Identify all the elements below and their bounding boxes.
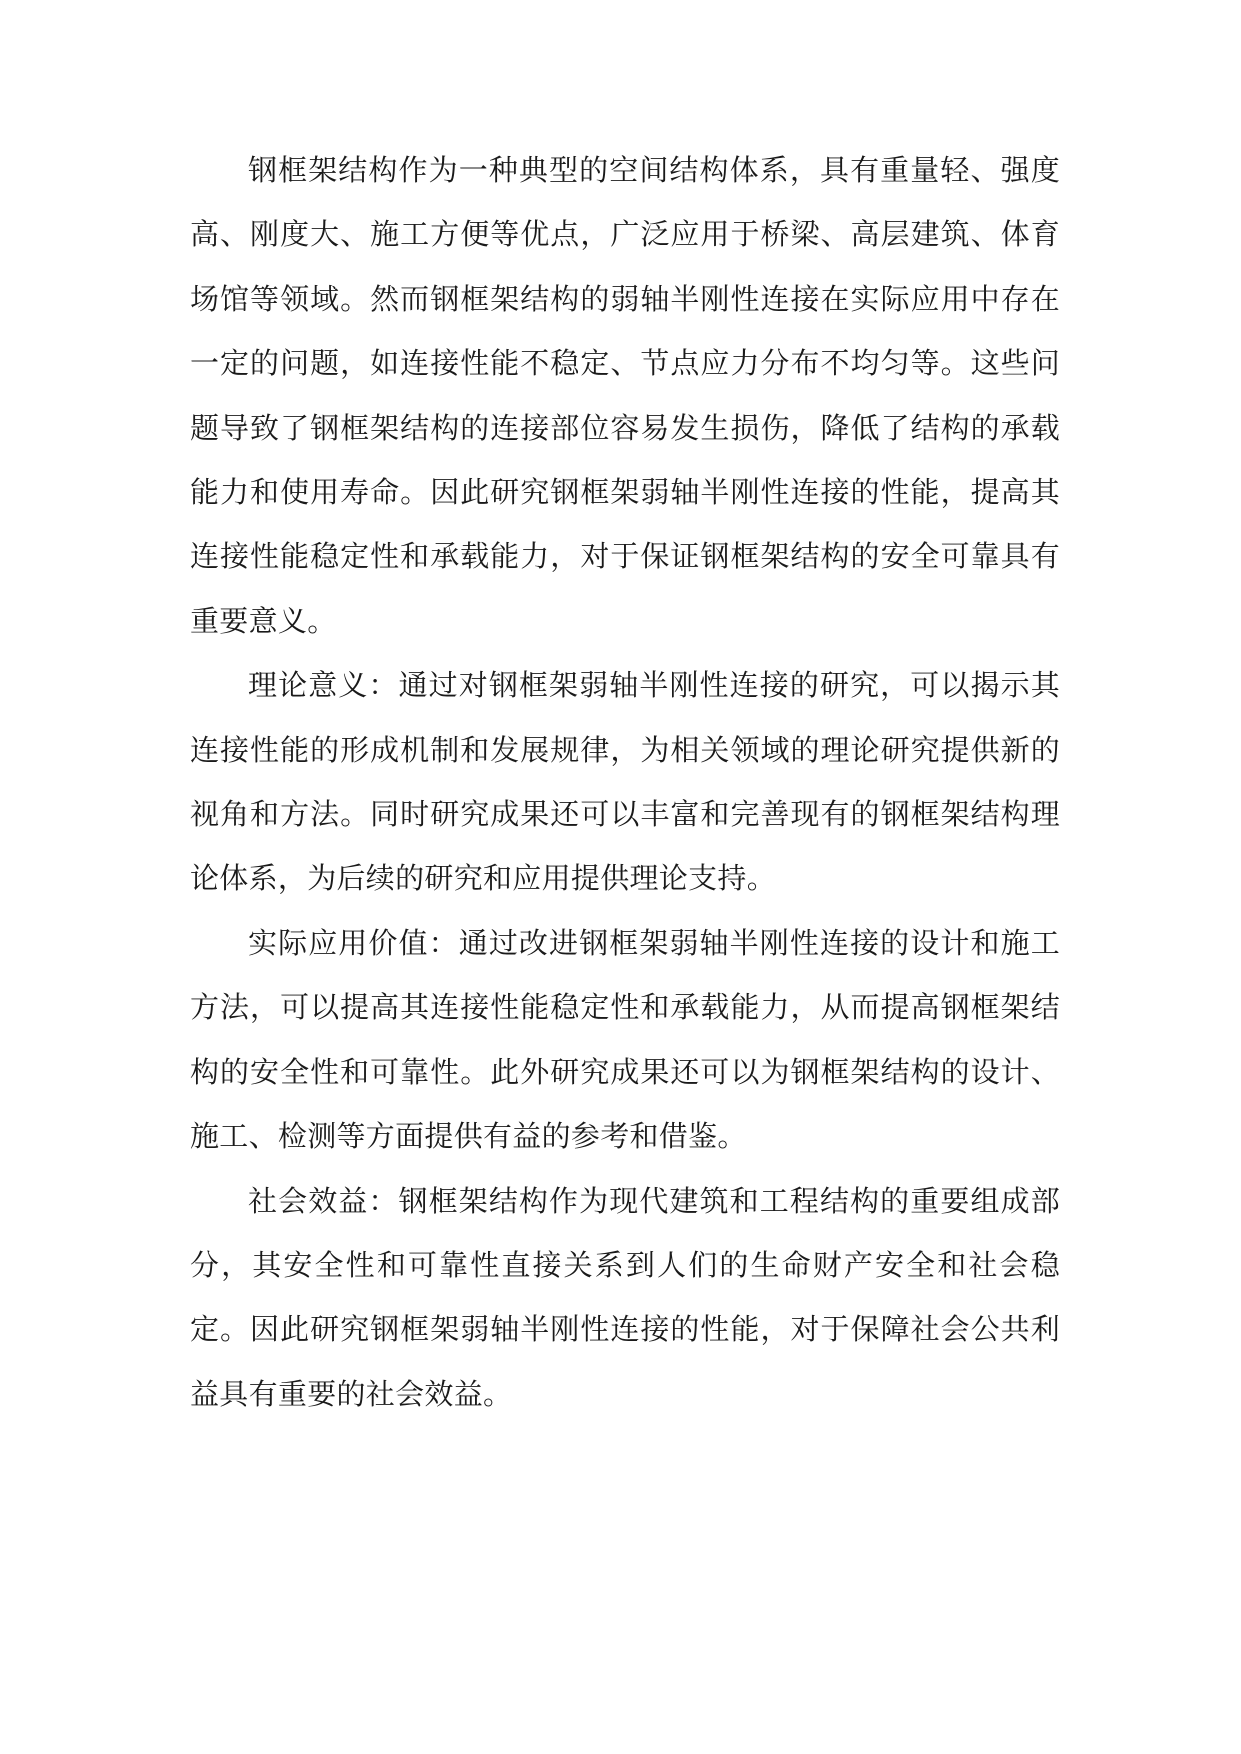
paragraph-social-benefit: 社会效益：钢框架结构作为现代建筑和工程结构的重要组成部分，其安全性和可靠性直接关系到人们的生命财产安全和社会稳定。因此研究钢框架弱轴半刚性连接的性能，对于保障社会公共利益具有重要的社会效益。: [190, 1183, 1060, 1411]
paragraph-theoretical-significance: 理论意义：通过对钢框架弱轴半刚性连接的研究，可以揭示其连接性能的形成机制和发展规律，为相关领域的理论研究提供新的视角和方法。同时研究成果还可以丰富和完善现有的钢框架结构理论体系，为后续的研究和应用提供理论支持。: [190, 668, 1060, 896]
paragraph-practical-value: 实际应用价值：通过改进钢框架弱轴半刚性连接的设计和施工方法，可以提高其连接性能稳定性和承载能力，从而提高钢框架结构的安全性和可靠性。此外研究成果还可以为钢框架结构的设计、施工、检测等方面提供有益的参考和借鉴。: [190, 925, 1060, 1154]
document-page: [190, 138, 1060, 1426]
paragraph-background: 钢框架结构作为一种典型的空间结构体系，具有重量轻、强度高、刚度大、施工方便等优点，广泛应用于桥梁、高层建筑、体育场馆等领域。然而钢框架结构的弱轴半刚性连接在实际应用中存在一定的问题，如连接性能不稳定、节点应力分布不均匀等。这些问题导致了钢框架结构的连接部位容易发生损伤，降低了结构的承载能力和使用寿命。因此研究钢框架弱轴半刚性连接的性能，提高其连接性能稳定性和承载能力，对于保证钢框架结构的安全可靠具有重要意义。: [190, 153, 1060, 638]
